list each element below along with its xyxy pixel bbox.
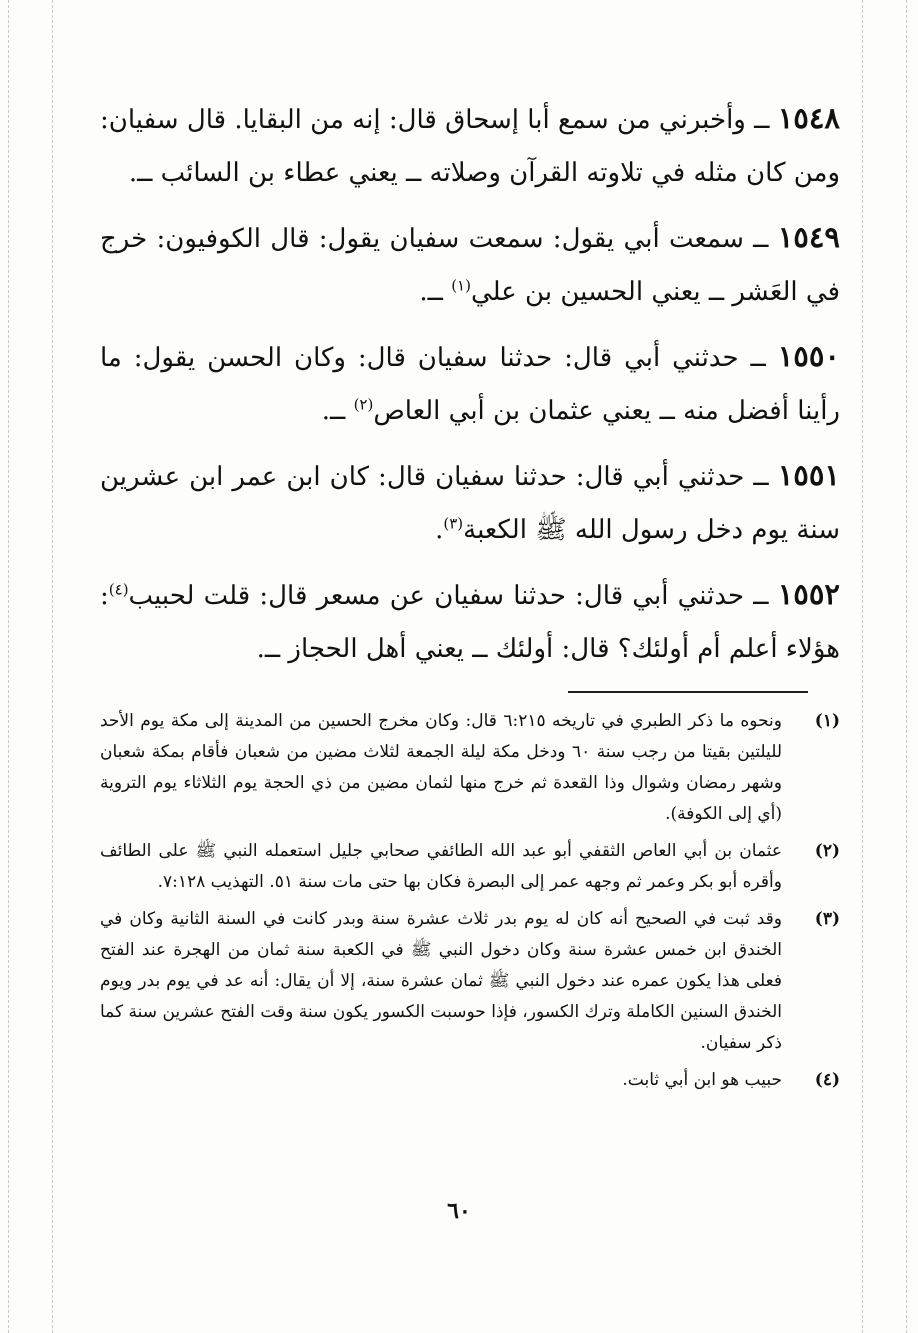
footnote-separator bbox=[568, 691, 808, 693]
hadith-1552 bbox=[100, 568, 840, 676]
footnote-mark: (٣) bbox=[814, 909, 840, 929]
footnote-1 bbox=[100, 706, 840, 830]
footnotes bbox=[100, 706, 840, 1102]
footnote-text: ونحوه ما ذكر الطبري في تاريخه ٦:٢١٥ قال: وكان مخرج الحسين من المدينة إلى مكة يوم الأحد لليلتين بقيتا من رجب سنة ٦٠ ودخل مكة ليلة الجمعة لثلاث مضين من شعبان فأقام بمكة شعبان وشهر رمضان وشوال وذا القعدة ثم خرج منها لثمان مضين من ذي الحجة يوم الثلاثاء يوم التروية (أي إلى الكوفة). bbox=[100, 711, 782, 824]
footnote-text: وقد ثبت في الصحيح أنه كان له يوم بدر ثلاث عشرة سنة وبدر كانت في السنة الثانية وكان في الخندق ابن خمس عشرة سنة وكان دخول النبي ﷺ في الكعبة سنة ثمان من الهجرة عند الفتح فعلى هذا يكون عمره عند دخول النبي ﷺ ثمان عشرة سنة، إلا أن يقال: أنه عد في يوم بدر ويوم الخندق السنين الكاملة وترك الكسور، فإذا حوسبت الكسور يكون سنة وقت الفتح عشرين سنة كما ذكر سفيان. bbox=[100, 909, 782, 1053]
footnote-text: عثمان بن أبي العاص الثقفي أبو عبد الله الطائفي صحابي جليل استعمله النبي ﷺ على الطائف وأقره أبو بكر وعمر ثم وجهه عمر إلى البصرة فكان بها حتى مات سنة ٥١. التهذيب ٧:١٢٨. bbox=[100, 841, 782, 892]
footnote-ref[interactable]: (٣) bbox=[443, 514, 464, 533]
hadith-number: ١٥٤٩ bbox=[777, 220, 840, 254]
scan-guide-line bbox=[8, 0, 9, 1333]
footnote-ref[interactable]: (٤) bbox=[108, 580, 129, 599]
footnote-mark: (٤) bbox=[814, 1070, 840, 1090]
hadith-1551 bbox=[100, 449, 840, 557]
hadith-text-tail: ــ. bbox=[321, 396, 354, 426]
hadith-number: ١٥٤٨ bbox=[777, 101, 840, 135]
footnote-4 bbox=[100, 1065, 840, 1096]
hadith-text-tail: ــ. bbox=[419, 277, 452, 307]
hadith-text: ــ حدثني أبي قال: حدثنا سفيان عن مسعر قال: قلت لحبيب bbox=[128, 581, 769, 611]
footnote-mark: (١) bbox=[814, 711, 840, 731]
hadith-text: ــ حدثني أبي قال: حدثنا سفيان قال: كان ابن عمر ابن عشرين سنة يوم دخل رسول الله ﷺ الكعبة bbox=[100, 462, 840, 545]
hadith-1550 bbox=[100, 330, 840, 438]
footnote-ref[interactable]: (١) bbox=[451, 276, 471, 295]
hadith-number: ١٥٥١ bbox=[777, 458, 840, 492]
main-text bbox=[100, 92, 840, 687]
hadith-text: ــ حدثني أبي قال: حدثنا سفيان قال: وكان الحسن يقول: ما رأينا أفضل منه ــ يعني عثمان بن أبي العاص bbox=[100, 343, 840, 426]
footnote-3 bbox=[100, 904, 840, 1059]
footnote-2 bbox=[100, 836, 840, 898]
footnote-text: حبيب هو ابن أبي ثابت. bbox=[622, 1070, 782, 1090]
page-number: ٦٠ bbox=[447, 1198, 471, 1224]
scan-guide-line bbox=[862, 0, 863, 1333]
hadith-text: ــ وأخبرني من سمع أبا إسحاق قال: إنه من البقايا. قال سفيان: ومن كان مثله في تلاوته القرآن وصلاته ــ يعني عطاء بن السائب ــ. bbox=[100, 105, 840, 188]
hadith-number: ١٥٥٠ bbox=[777, 339, 840, 373]
footnote-mark: (٢) bbox=[814, 841, 840, 861]
scan-guide-line bbox=[52, 0, 53, 1333]
footnote-ref[interactable]: (٢) bbox=[353, 395, 374, 414]
hadith-text: ــ سمعت أبي يقول: سمعت سفيان يقول: قال الكوفيون: خرج في العَشر ــ يعني الحسين بن علي bbox=[100, 224, 840, 307]
hadith-number: ١٥٥٢ bbox=[777, 577, 840, 611]
scan-guide-line bbox=[906, 0, 907, 1333]
hadith-1548 bbox=[100, 92, 840, 200]
hadith-1549 bbox=[100, 211, 840, 319]
hadith-text-tail: . bbox=[435, 515, 444, 545]
hadith-text-tail: : هؤلاء أعلم أم أولئك؟ قال: أولئك ــ يعني أهل الحجاز ــ. bbox=[100, 581, 840, 664]
